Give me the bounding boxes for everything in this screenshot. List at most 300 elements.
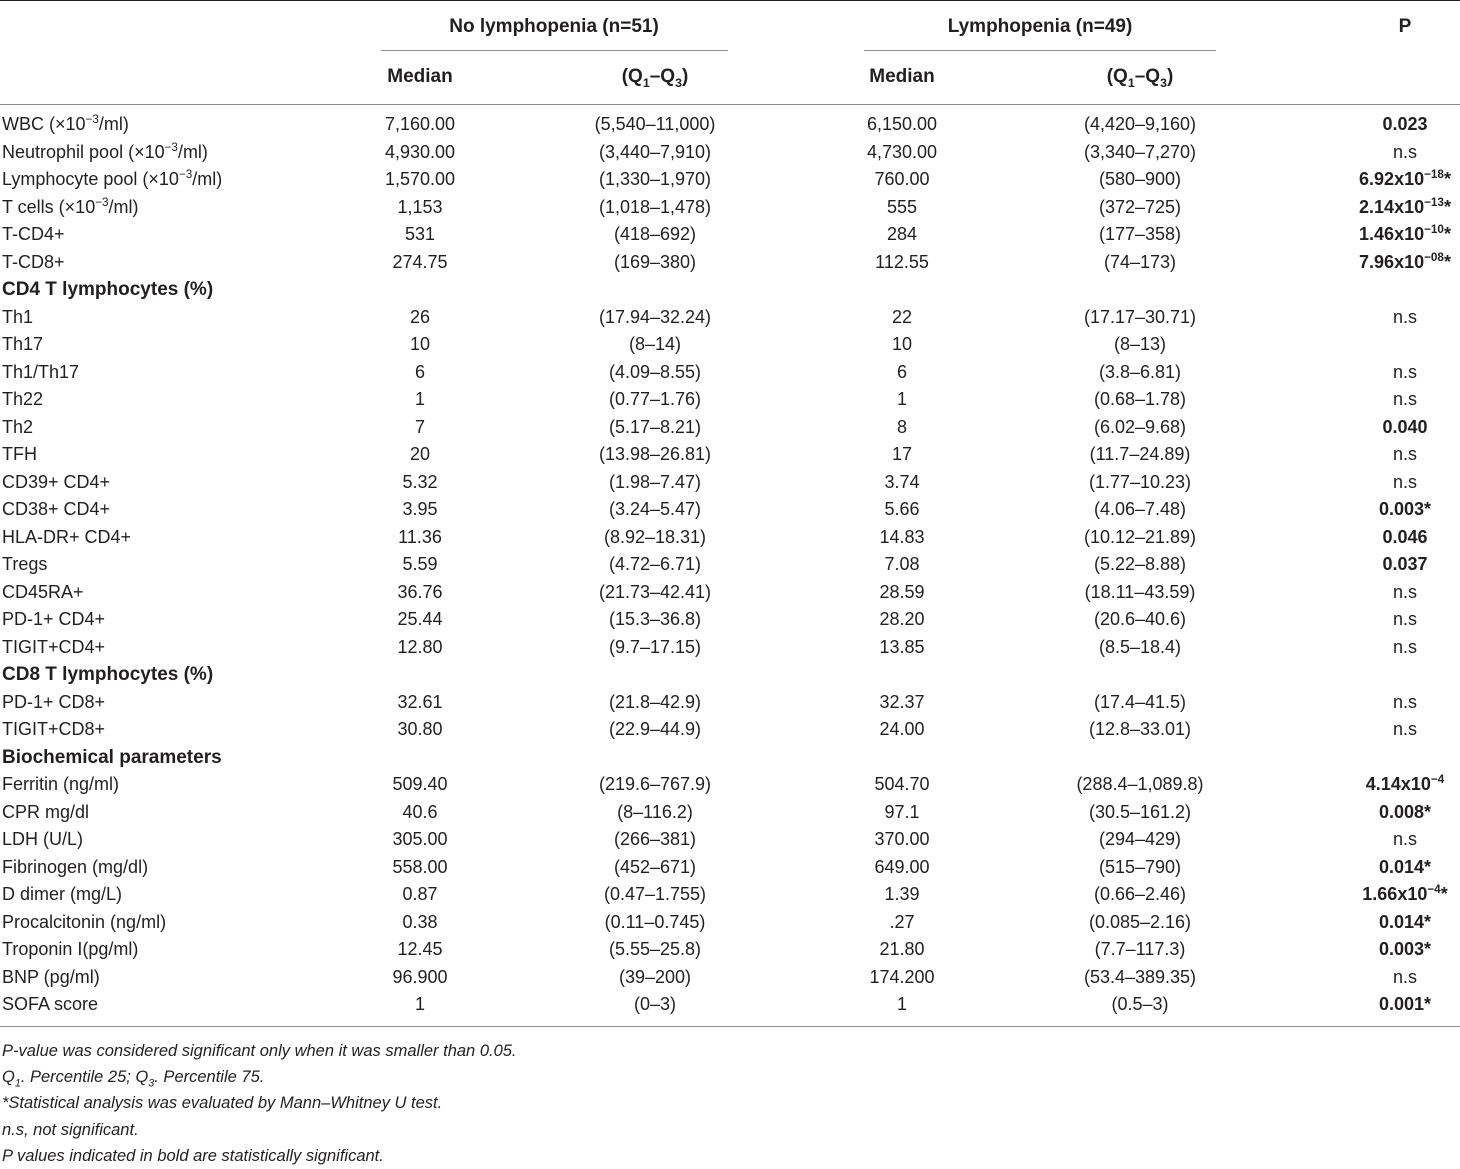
row-label-text: Th1 [2,306,34,327]
p-value [1330,469,1460,497]
median-no-lymphopenia: 40.6 [402,801,438,822]
table-row [0,139,1460,167]
median-no-lymphopenia: 12.45 [397,939,443,959]
table-row [0,771,1460,799]
median-lymphopenia: 4,730.00 [866,141,938,162]
median-lymphopenia: 28.20 [879,609,925,629]
row-label-text: TIGIT+CD4+ [2,636,106,657]
p-value [1330,249,1460,277]
table-bottom-rule [0,1026,1460,1027]
median-no-lymphopenia: 274.75 [392,251,448,272]
p-value-marker: * [1443,169,1451,189]
row-label-text: TFH [2,444,37,464]
row-label-text: Lymphocyte pool (×10 [2,169,179,189]
table-row [0,634,1460,662]
row-label-text: Fibrinogen (mg/dl) [2,856,149,877]
p-value [1330,606,1460,634]
median-lymphopenia: 7.08 [884,554,920,574]
row-label [2,579,84,607]
quartiles-no-lymphopenia: (418–692) [613,224,697,244]
quartiles-lymphopenia: (8–13) [1113,334,1167,354]
row-label [2,469,110,497]
p-value-text: n.s [1392,691,1417,712]
table-row [0,441,1460,469]
table-row [0,524,1460,552]
row-label [2,139,208,167]
quartiles-no-lymphopenia: (169–380) [613,251,697,272]
quartiles-lymphopenia: (294–429) [1098,829,1182,849]
quartiles-lymphopenia: (4.06–7.48) [1093,499,1187,519]
table-row [0,964,1460,992]
row-label-text: LDH (U/L) [2,829,84,849]
median-lymphopenia: 21.80 [879,939,925,959]
p-value [1330,964,1460,992]
quartiles-lymphopenia: (372–725) [1098,196,1182,217]
median-no-lymphopenia: 1,153 [397,196,443,217]
row-label-text: CD45RA+ [2,581,84,602]
quartiles-no-lymphopenia: (4.72–6.71) [608,554,702,574]
row-label [2,634,105,662]
median-lymphopenia: 10 [891,334,913,354]
quartiles-lymphopenia: (288.4–1,089.8) [1076,774,1204,794]
group-header-no-lymphopenia: No lymphopenia (n=51) [449,16,659,37]
row-label [2,799,89,827]
table-row [0,194,1460,222]
quartiles-lymphopenia: (0.68–1.78) [1093,389,1187,409]
median-no-lymphopenia: 5.59 [402,554,438,574]
row-label [2,991,98,1019]
row-label [2,496,110,524]
quartiles-lymphopenia: (30.5–161.2) [1088,801,1192,822]
p-value-exponent: −13 [1424,195,1444,209]
median-no-lymphopenia: 1 [414,994,425,1014]
p-value-text: n.s [1392,444,1417,464]
p-value [1330,524,1460,552]
quartiles-lymphopenia: (17.17–30.71) [1083,306,1197,327]
median-no-lymphopenia: 7 [414,416,425,437]
row-label-text: Th1/Th17 [2,361,80,382]
quartiles-no-lymphopenia: (0.77–1.76) [608,389,702,409]
median-lymphopenia: 6 [896,361,907,382]
quartiles-no-lymphopenia: (9.7–17.15) [608,636,702,657]
quartiles-lymphopenia: (1.77–10.23) [1088,471,1192,492]
quartiles-lymphopenia: (53.4–389.35) [1083,966,1197,987]
footnote-ns: n.s, not significant. [2,1120,139,1139]
table-row [0,304,1460,332]
quartiles-no-lymphopenia: (4.09–8.55) [608,361,702,382]
median-no-lymphopenia: 30.80 [397,719,443,739]
group-underline-2 [864,50,1216,51]
p-value-exponent: −4 [1427,883,1441,896]
median-no-lymphopenia: 7,160.00 [384,114,456,134]
row-label-exponent: −3 [85,113,99,126]
quartiles-no-lymphopenia: (452–671) [613,856,697,877]
p-value [1330,551,1460,579]
p-value-text: 0.014* [1378,856,1432,877]
quartiles-lymphopenia: (8.5–18.4) [1098,636,1182,657]
table-row [0,496,1460,524]
p-value-text: n.s [1392,389,1417,409]
median-no-lymphopenia: 1,570.00 [384,169,456,189]
table-row [0,111,1460,139]
row-label [2,689,105,717]
p-value-text: n.s [1392,581,1417,602]
p-value-marker: * [1443,196,1451,217]
row-label-unit: /ml) [98,114,129,134]
p-value [1330,716,1460,744]
quartiles-lymphopenia: (17.4–41.5) [1093,691,1187,712]
row-label-unit: /ml) [177,141,208,162]
subheader-quartiles-1: $(Q_1-Q_3)$ [621,66,689,90]
row-label [2,716,105,744]
table-row [0,551,1460,579]
table-body [0,111,1460,1019]
median-lymphopenia: 504.70 [874,774,930,794]
p-value-header: P [1398,16,1412,37]
median-lymphopenia: 13.85 [879,636,925,657]
quartiles-no-lymphopenia: (0.47–1.755) [603,884,707,904]
row-label-text: Th22 [2,389,44,409]
p-value-text: n.s [1392,636,1417,657]
section-label [2,276,213,304]
quartiles-lymphopenia: (11.7–24.89) [1089,444,1191,464]
row-label [2,386,43,414]
row-label-text: Troponin I(pg/ml) [2,939,139,959]
row-label [2,414,33,442]
median-no-lymphopenia: 0.38 [402,911,438,932]
table-row [0,359,1460,387]
median-lymphopenia: 1.39 [884,884,920,904]
quartiles-lymphopenia: (0.5–3) [1111,994,1169,1014]
p-value [1330,166,1460,194]
quartiles-no-lymphopenia: (1.98–7.47) [608,471,702,492]
median-lymphopenia: 97.1 [884,801,920,822]
row-label [2,304,33,332]
footnote-significance: P-value was considered significant only when it was smaller than 0.05. [2,1042,517,1060]
quartiles-no-lymphopenia: (8–14) [628,334,682,354]
row-label-text: CD39+ CD4+ [2,471,111,492]
p-value [1330,414,1460,442]
median-lymphopenia: 6,150.00 [866,114,938,134]
p-value-text: n.s [1392,966,1417,987]
row-label-text: T-CD4+ [2,224,65,244]
quartiles-lymphopenia: (177–358) [1098,224,1182,244]
row-label [2,111,129,139]
table-row [0,331,1460,359]
p-value-text: 0.001* [1378,994,1432,1014]
row-label-text: Procalcitonin (ng/ml) [2,911,167,932]
quartiles-no-lymphopenia: (266–381) [613,829,697,849]
median-lymphopenia: .27 [889,911,915,932]
p-value-text: 6.92x10 [1359,169,1425,189]
table-row [0,166,1460,194]
row-label-text: Tregs [2,554,48,574]
footnote-bold: P values indicated in bold are statistically significant. [2,1146,384,1165]
section-header-row [0,661,1460,689]
row-label-text: TIGIT+CD8+ [2,719,106,739]
median-no-lymphopenia: 96.900 [392,966,448,987]
table-row [0,909,1460,937]
median-no-lymphopenia: 12.80 [397,636,443,657]
quartiles-no-lymphopenia: (3,440–7,910) [598,141,712,162]
median-no-lymphopenia: 6 [414,361,425,382]
p-value-text: n.s [1392,141,1417,162]
quartiles-no-lymphopenia: (8.92–18.31) [603,526,707,547]
row-label [2,441,37,469]
quartiles-lymphopenia: (580–900) [1098,169,1182,189]
p-value-text: n.s [1392,829,1417,849]
median-lymphopenia: 28.59 [879,581,925,602]
table-row [0,579,1460,607]
median-no-lymphopenia: 20 [409,444,431,464]
p-value [1330,936,1460,964]
row-label-text: T cells (×10 [2,196,96,217]
row-label-text: BNP (pg/ml) [2,966,100,987]
p-value [1330,221,1460,249]
p-value-text: 0.008* [1378,801,1432,822]
median-lymphopenia: 8 [896,416,907,437]
p-value [1330,194,1460,222]
quartiles-lymphopenia: (20.6–40.6) [1093,609,1187,629]
row-label [2,166,222,194]
median-lymphopenia: 1 [896,389,907,409]
p-value-text: n.s [1392,306,1417,327]
p-value-text: 1.46x10 [1359,224,1425,244]
median-lymphopenia: 649.00 [874,856,930,877]
quartiles-no-lymphopenia: (22.9–44.9) [608,719,702,739]
median-lymphopenia: 32.37 [879,691,925,712]
quartiles-no-lymphopenia: (21.8–42.9) [608,691,702,712]
median-lymphopenia: 174.200 [869,966,935,987]
quartiles-no-lymphopenia: (8–116.2) [617,801,693,822]
quartiles-lymphopenia: (10.12–21.89) [1083,526,1197,547]
table-row [0,799,1460,827]
median-no-lymphopenia: 0.87 [402,884,438,904]
quartiles-lymphopenia: (3.8–6.81) [1098,361,1182,382]
p-value [1330,579,1460,607]
row-label-exponent: −3 [164,140,178,154]
quartiles-no-lymphopenia: (15.3–36.8) [608,609,702,629]
p-value-marker: * [1443,224,1451,244]
row-label [2,881,122,909]
row-label-text: HLA-DR+ CD4+ [2,526,132,547]
table-row [0,606,1460,634]
median-lymphopenia: 3.74 [884,471,920,492]
p-value-text: n.s [1392,471,1417,492]
row-label-text: Th17 [2,334,44,354]
footnote-test: *Statistical analysis was evaluated by Mann–Whitney U test. [2,1094,443,1113]
row-label [2,854,148,882]
quartiles-lymphopenia: (74–173) [1103,251,1177,272]
section-label [2,744,222,772]
p-value [1330,304,1460,332]
p-value [1330,826,1460,854]
p-value [1330,909,1460,937]
median-lymphopenia: 1 [896,994,907,1014]
table-row [0,249,1460,277]
row-label-text: CD38+ CD4+ [2,499,111,519]
p-value-text: n.s [1392,609,1417,629]
p-value-text: 0.037 [1382,554,1428,574]
quartiles-lymphopenia: (6.02–9.68) [1093,416,1187,437]
median-no-lymphopenia: 11.36 [398,526,442,547]
row-label-text: Th2 [2,416,34,437]
p-value-text: 0.003* [1378,939,1432,959]
quartiles-lymphopenia: (515–790) [1098,856,1182,877]
p-value [1330,359,1460,387]
row-label [2,964,100,992]
quartiles-no-lymphopenia: (1,018–1,478) [598,196,712,217]
p-value-exponent: −4 [1430,773,1445,786]
p-value-text: 7.96x10 [1359,251,1425,272]
p-value [1330,111,1460,139]
p-value [1330,881,1460,909]
row-label-exponent: −3 [178,168,193,181]
p-value-exponent: −18 [1424,168,1444,181]
quartiles-no-lymphopenia: (0.11–0.745) [604,911,706,932]
p-value [1330,689,1460,717]
median-no-lymphopenia: 4,930.00 [384,141,456,162]
table-row [0,689,1460,717]
row-label-text: WBC (×10 [2,114,86,134]
table-row [0,881,1460,909]
row-label-text: PD-1+ CD8+ [2,691,106,712]
quartiles-no-lymphopenia: (17.94–32.24) [598,306,712,327]
row-label [2,524,131,552]
median-no-lymphopenia: 3.95 [402,499,438,519]
quartiles-no-lymphopenia: (5.17–8.21) [608,416,702,437]
p-value-text: n.s [1392,719,1417,739]
median-lymphopenia: 370.00 [874,829,930,849]
row-label [2,194,139,222]
median-no-lymphopenia: 531 [404,224,436,244]
row-label-text: SOFA score [2,994,99,1014]
row-label-text: Ferritin (ng/ml) [2,774,120,794]
footnote-quartiles: $Q_1$. Percentile 25; $Q_3$. Percentile 75. [2,1068,265,1090]
table-row [0,826,1460,854]
table-row [0,221,1460,249]
quartiles-lymphopenia: (5.22–8.88) [1093,554,1187,574]
median-no-lymphopenia: 5.32 [402,471,438,492]
row-label-text: T-CD8+ [2,251,65,272]
median-lymphopenia: 760.00 [874,169,930,189]
row-label [2,331,43,359]
row-label [2,936,138,964]
subheader-median-2: Median [869,66,935,87]
quartiles-no-lymphopenia: (219.6–767.9) [598,774,712,794]
section-header-row [0,744,1460,772]
p-value [1330,496,1460,524]
table-row [0,716,1460,744]
median-lymphopenia: 17 [891,444,913,464]
quartiles-lymphopenia: (4,420–9,160) [1083,114,1197,134]
median-lymphopenia: 112.55 [875,251,929,272]
section-header-row [0,276,1460,304]
table-row [0,414,1460,442]
quartiles-lymphopenia: (7.7–117.3) [1094,939,1186,959]
p-value-exponent: −10 [1424,223,1444,236]
median-lymphopenia: 22 [891,306,913,327]
row-label [2,826,83,854]
row-label [2,909,166,937]
p-value-marker: * [1443,251,1451,272]
table-row [0,469,1460,497]
median-no-lymphopenia: 25.44 [397,609,443,629]
quartiles-no-lymphopenia: (21.73–42.41) [598,581,712,602]
row-label [2,551,47,579]
p-value [1330,634,1460,662]
row-label [2,606,105,634]
subheader-median-1: Median [387,66,453,87]
p-value-text: 0.046 [1382,526,1428,547]
subheader-quartiles-2: $(Q_1-Q_3)$ [1106,66,1174,90]
quartiles-no-lymphopenia: (1,330–1,970) [598,169,712,189]
table-row [0,386,1460,414]
row-label-text: CPR mg/dl [2,801,90,822]
p-value [1330,799,1460,827]
median-no-lymphopenia: 558.00 [392,856,448,877]
table-row [0,936,1460,964]
quartiles-no-lymphopenia: (3.24–5.47) [608,499,702,519]
p-value-text: 4.14x10 [1365,774,1431,794]
quartiles-no-lymphopenia: (5,540–11,000) [594,114,716,134]
row-label-unit: /ml) [192,169,223,189]
p-value [1330,991,1460,1019]
row-label-text: CD8 T lymphocytes (%) [2,664,214,685]
p-value-text: 1.66x10 [1362,884,1428,904]
median-no-lymphopenia: 509.40 [392,774,448,794]
median-lymphopenia: 24.00 [879,719,925,739]
row-label [2,771,119,799]
p-value [1330,441,1460,469]
table-footnotes [2,1038,517,1169]
quartiles-lymphopenia: (0.085–2.16) [1088,911,1192,932]
median-no-lymphopenia: 26 [409,306,431,327]
median-no-lymphopenia: 36.76 [397,581,443,602]
median-lymphopenia: 284 [886,224,918,244]
median-no-lymphopenia: 1 [414,389,425,409]
p-value [1330,771,1460,799]
p-value-text: 0.014* [1378,911,1432,932]
row-label [2,249,65,277]
group-underline-1 [381,50,728,51]
row-label-text: Biochemical parameters [2,746,222,768]
group-header-lymphopenia: Lymphopenia (n=49) [947,16,1133,37]
table-row [0,854,1460,882]
quartiles-no-lymphopenia: (39–200) [618,966,692,987]
row-label-text: D dimer (mg/L) [2,884,123,904]
median-no-lymphopenia: 32.61 [397,691,443,712]
p-value [1330,854,1460,882]
row-label-text: Neutrophil pool (×10 [2,141,165,162]
row-label-unit: /ml) [108,196,139,217]
table-top-rule [0,0,1460,1]
p-value-text: 2.14x10 [1359,196,1425,217]
quartiles-lymphopenia: (12.8–33.01) [1088,719,1192,739]
p-value-exponent: −08 [1424,250,1444,264]
row-label [2,359,79,387]
row-label-text: CD4 T lymphocytes (%) [2,279,214,300]
median-lymphopenia: 14.83 [879,526,925,547]
table-row [0,991,1460,1019]
median-lymphopenia: 5.66 [884,499,920,519]
p-value-text: 0.003* [1378,499,1432,519]
row-label-exponent: −3 [95,195,109,209]
quartiles-lymphopenia: (18.11–43.59) [1084,581,1196,602]
p-value [1330,386,1460,414]
quartiles-no-lymphopenia: (13.98–26.81) [598,444,712,464]
p-value [1330,139,1460,167]
